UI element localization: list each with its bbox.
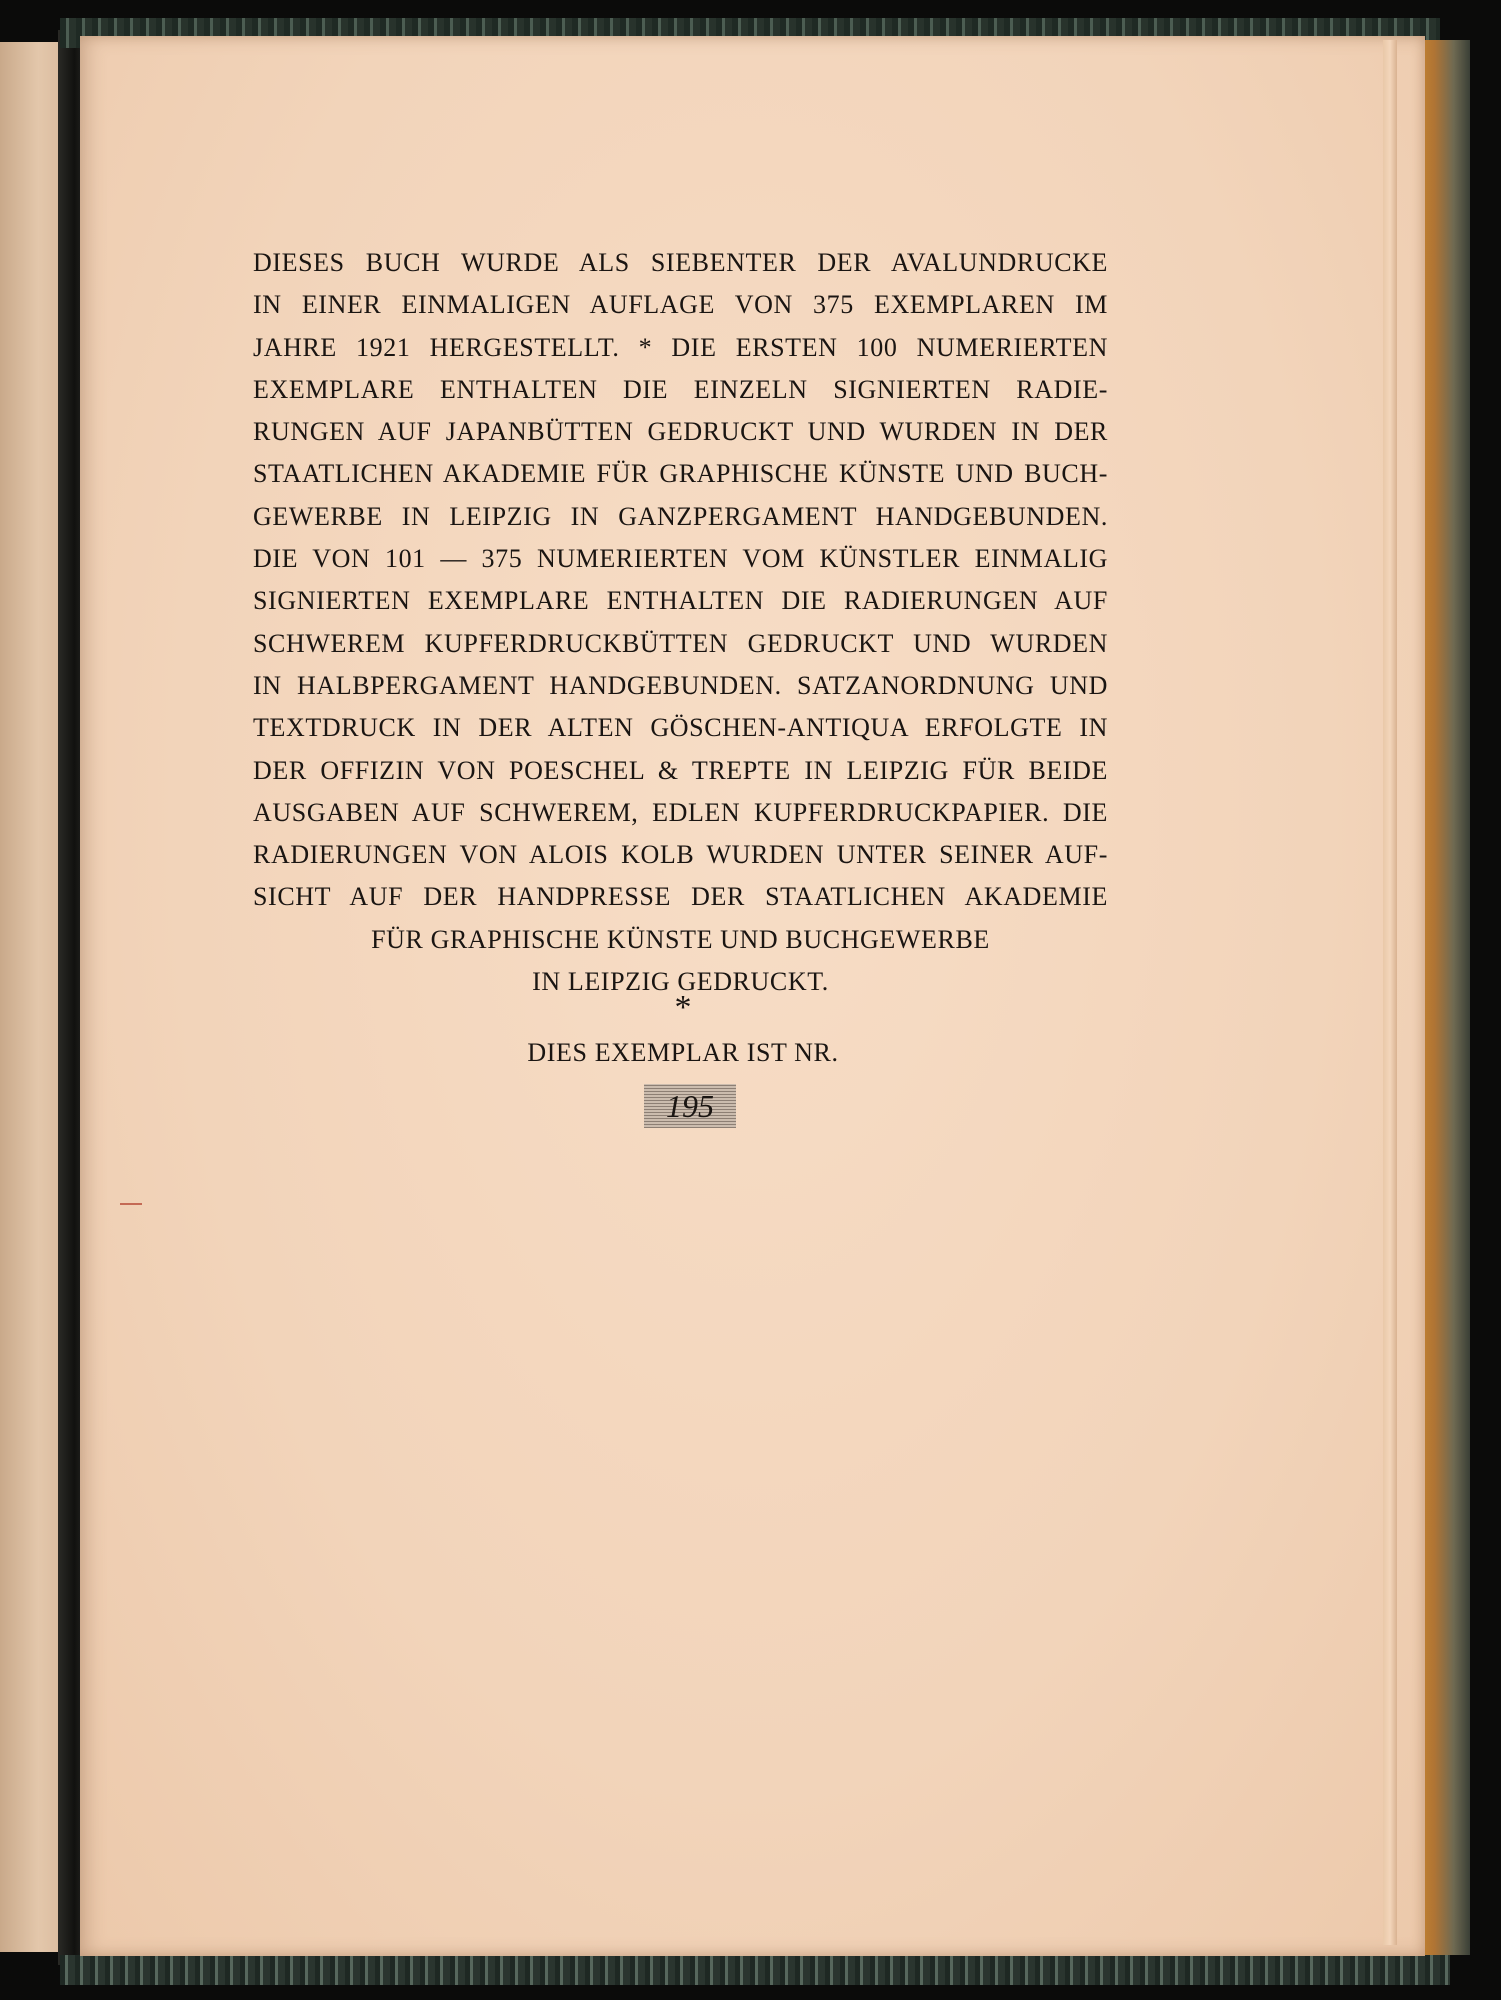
colophon-line: SCHWEREM KUPFERDRUCKBÜTTEN GEDRUCKT UND WURDEN — [253, 628, 1108, 658]
colophon-line: IN EINER EINMALIGEN AUFLAGE VON 375 EXEMPLAREN IM — [253, 290, 1108, 320]
page-stack-edge — [1383, 40, 1397, 1945]
colophon-line: SIGNIERTEN EXEMPLARE ENTHALTEN DIE RADIERUNGEN AUF — [253, 586, 1108, 616]
colophon-line: EXEMPLARE ENTHALTEN DIE EINZELN SIGNIERTEN RADIE- — [253, 374, 1108, 404]
colophon-line: GEWERBE IN LEIPZIG IN GANZPERGAMENT HANDGEBUNDEN. — [253, 501, 1108, 531]
colophon-line-centered: FÜR GRAPHISCHE KÜNSTE UND BUCHGEWERBE — [371, 924, 990, 954]
colophon-line: SICHT AUF DER HANDPRESSE DER STAATLICHEN AKADEMIE — [253, 882, 1108, 912]
colophon-line: AUSGABEN AUF SCHWEREM, EDLEN KUPFERDRUCKPAPIER. DIE — [253, 797, 1108, 827]
colophon-line: DIESES BUCH WURDE ALS SIEBENTER DER AVALUNDRUCKE — [253, 248, 1108, 277]
colophon-line-centered: IN LEIPZIG GEDRUCKT. — [532, 967, 829, 997]
colophon-text — [253, 242, 1108, 1003]
cover-bottom-edge — [60, 1955, 1450, 1985]
asterisk-ornament: * — [674, 989, 692, 1026]
exemplar-label: DIES EXEMPLAR IST NR. — [527, 1038, 839, 1067]
colophon-line: IN HALBPERGAMENT HANDGEBUNDEN. SATZANORDNUNG UND — [253, 670, 1108, 700]
colophon-line: DIE VON 101 — 375 NUMERIERTEN VOM KÜNSTLER EINMALIG — [253, 544, 1108, 574]
colophon-line: DER OFFIZIN VON POESCHEL & TREPTE IN LEIPZIG FÜR BEIDE — [253, 755, 1108, 785]
colophon-line: STAATLICHEN AKADEMIE FÜR GRAPHISCHE KÜNSTE UND BUCH- — [253, 459, 1108, 489]
colophon-line: RADIERUNGEN VON ALOIS KOLB WURDEN UNTER SEINER AUF- — [253, 840, 1108, 870]
colophon-line: TEXTDRUCK IN DER ALTEN GÖSCHEN-ANTIQUA ERFOLGTE IN — [253, 713, 1108, 743]
colophon-line: JAHRE 1921 HERGESTELLT. * DIE ERSTEN 100 NUMERIERTEN — [253, 332, 1108, 362]
margin-mark — [120, 1203, 142, 1205]
exemplar-number: 195 — [644, 1084, 736, 1128]
colophon-line: RUNGEN AUF JAPANBÜTTEN GEDRUCKT UND WURDEN IN DER — [253, 417, 1108, 447]
